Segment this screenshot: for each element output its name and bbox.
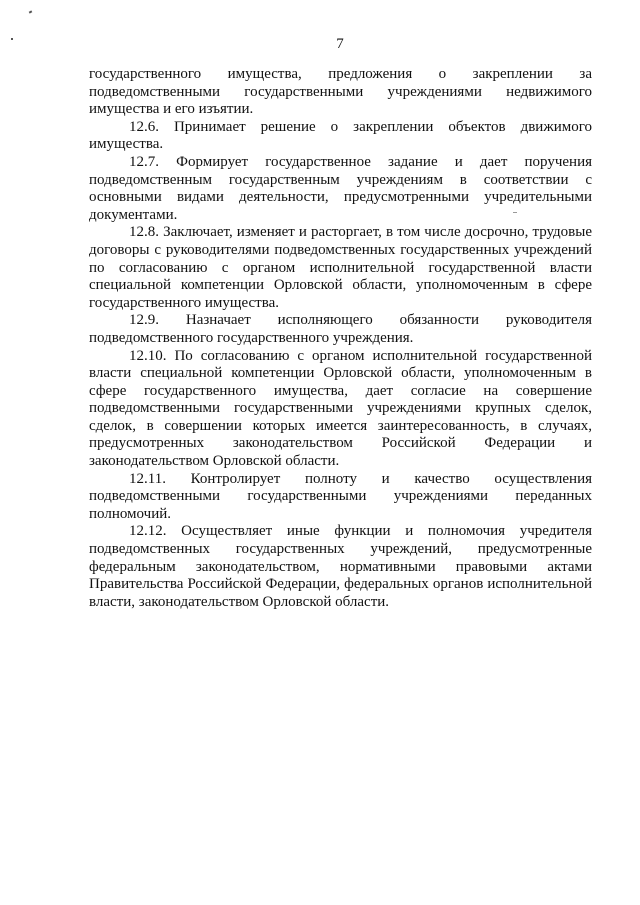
paragraph-12-8: 12.8. Заключает, изменяет и расторгает, в том числе досрочно, трудовые договоры с руководителями подведомственных государственных учреждений по согласованию с органом исполнительной государственной власти специальной компетенции Орловской области, уполномоченным в сфере государственного имущества. (89, 224, 592, 311)
paragraph-12-7: 12.7. Формирует государственное задание и дает поручения подведомственным государственным учреждениям в соответствии с основными видами деятельности, предусмотренными учредительными документами. (89, 153, 592, 223)
paragraph-12-6: 12.6. Принимает решение о закреплении объектов движимого имущества. (89, 118, 592, 153)
paragraph-12-10: 12.10. По согласованию с органом исполнительной государственной власти специальной компетенции Орловской области, уполномоченным в сфере государственного имущества, дает согласие на совершение подведомственными государственными учреждениями крупных сделок, сделок, в совершении которых имеется заинтересованность, в случаях, предусмотренных законодательством Российской Федерации и законодательством Орловской области. (89, 347, 592, 470)
paragraph-continuation: государственного имущества, предложения о закреплении за подведомственными государственными учреждениями недвижимого имущества и его изъятии. (89, 66, 592, 118)
page-number: 7 (336, 36, 344, 52)
paragraph-12-9: 12.9. Назначает исполняющего обязанности руководителя подведомственного государственного учреждения. (89, 312, 592, 346)
paragraph-12-11: 12.11. Контролирует полноту и качество осуществления подведомственными государственными учреждениями переданных полномочий. (89, 470, 592, 522)
scan-artifact (29, 10, 33, 13)
document-body (89, 66, 592, 611)
paragraph-12-12: 12.12. Осуществляет иные функции и полномочия учредителя подведомственных государственных учреждений, предусмотренные федеральным законодательством, нормативными правовыми актами Правительства Российской Федерации, федеральных органов исполнительной власти, законодательством Орловской области. (89, 523, 592, 610)
